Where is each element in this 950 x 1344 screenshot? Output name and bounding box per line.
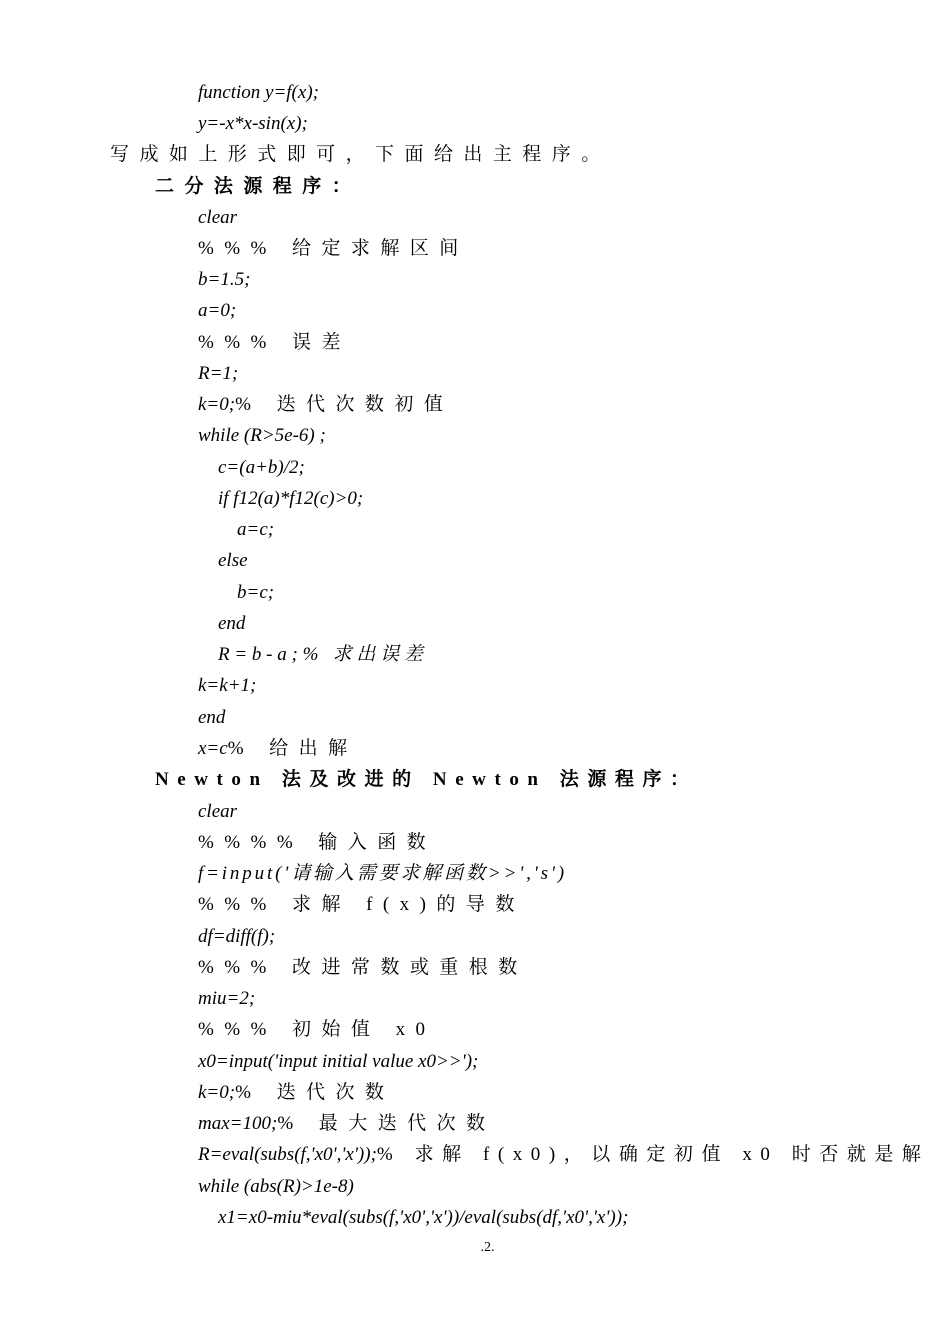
code-line: while (abs(R)>1e-8): [198, 1176, 354, 1197]
code-line-with-comment: [198, 1081, 394, 1105]
comment-part: % 迭代次数初值: [235, 394, 454, 415]
code-line: a=c;: [237, 519, 275, 540]
code-comment: %%% 求解 f(x)的导数: [198, 894, 525, 915]
code-comment: %%%% 输入函数: [198, 832, 437, 853]
code-comment: %%% 误差: [198, 332, 351, 353]
code-line: b=c;: [237, 582, 275, 603]
code-line: k=k+1;: [198, 675, 257, 696]
code-comment: %%% 给定求解区间: [198, 238, 469, 259]
code-line: clear: [198, 801, 238, 822]
code-line: end: [218, 613, 246, 634]
code-line-with-comment: [198, 1143, 929, 1167]
comment-part: % 最大迭代次数: [277, 1113, 496, 1134]
code-line-with-comment: [198, 393, 453, 417]
code-line: while (R>5e-6) ;: [198, 425, 326, 446]
code-part: k=0;: [198, 394, 236, 415]
code-line: b=1.5;: [198, 269, 251, 290]
code-line: c=(a+b)/2;: [218, 457, 305, 478]
code-line: R=b-a;% 求出误差: [218, 644, 428, 665]
code-line: function y=f(x);: [198, 82, 319, 103]
comment-part: % 求解 f(x0)，以确定初值 x0 时否就是解: [376, 1144, 930, 1165]
body-text: 写成如上形式即可，下面给出主程序。: [110, 144, 611, 165]
section-heading-newton: Newton 法及改进的 Newton 法源程序：: [155, 769, 698, 790]
code-line: a=0;: [198, 300, 237, 321]
code-line: f=input('请输入需要求解函数>>','s'): [198, 863, 567, 884]
code-line-with-comment: [198, 1112, 496, 1136]
page-number: .2.: [480, 1240, 495, 1255]
code-line: if f12(a)*f12(c)>0;: [218, 488, 364, 509]
code-comment: %%% 初始值 x0: [198, 1019, 436, 1040]
section-heading-bisection: 二分法源程序：: [155, 176, 362, 197]
code-part: R=eval(subs(f,'x0','x'));: [198, 1144, 377, 1165]
code-part: x=c: [198, 738, 228, 759]
code-line: x1=x0-miu*eval(subs(f,'x0','x'))/eval(subs(df,'x0','x'));: [218, 1207, 629, 1228]
code-line: y=-x*x-sin(x);: [198, 113, 308, 134]
code-line: x0=input('input initial value x0>>');: [198, 1051, 479, 1072]
code-part: max=100;: [198, 1113, 278, 1134]
code-line: else: [218, 550, 248, 571]
code-comment: %%% 改进常数或重根数: [198, 957, 528, 978]
comment-part: % 迭代次数: [235, 1082, 395, 1103]
code-line-with-comment: [198, 737, 358, 761]
code-line: df=diff(f);: [198, 926, 276, 947]
comment-part: % 给出解: [227, 738, 358, 759]
code-line: clear: [198, 207, 238, 228]
code-line: R=1;: [198, 363, 239, 384]
code-part: k=0;: [198, 1082, 236, 1103]
code-line: miu=2;: [198, 988, 256, 1009]
code-line: end: [198, 707, 226, 728]
